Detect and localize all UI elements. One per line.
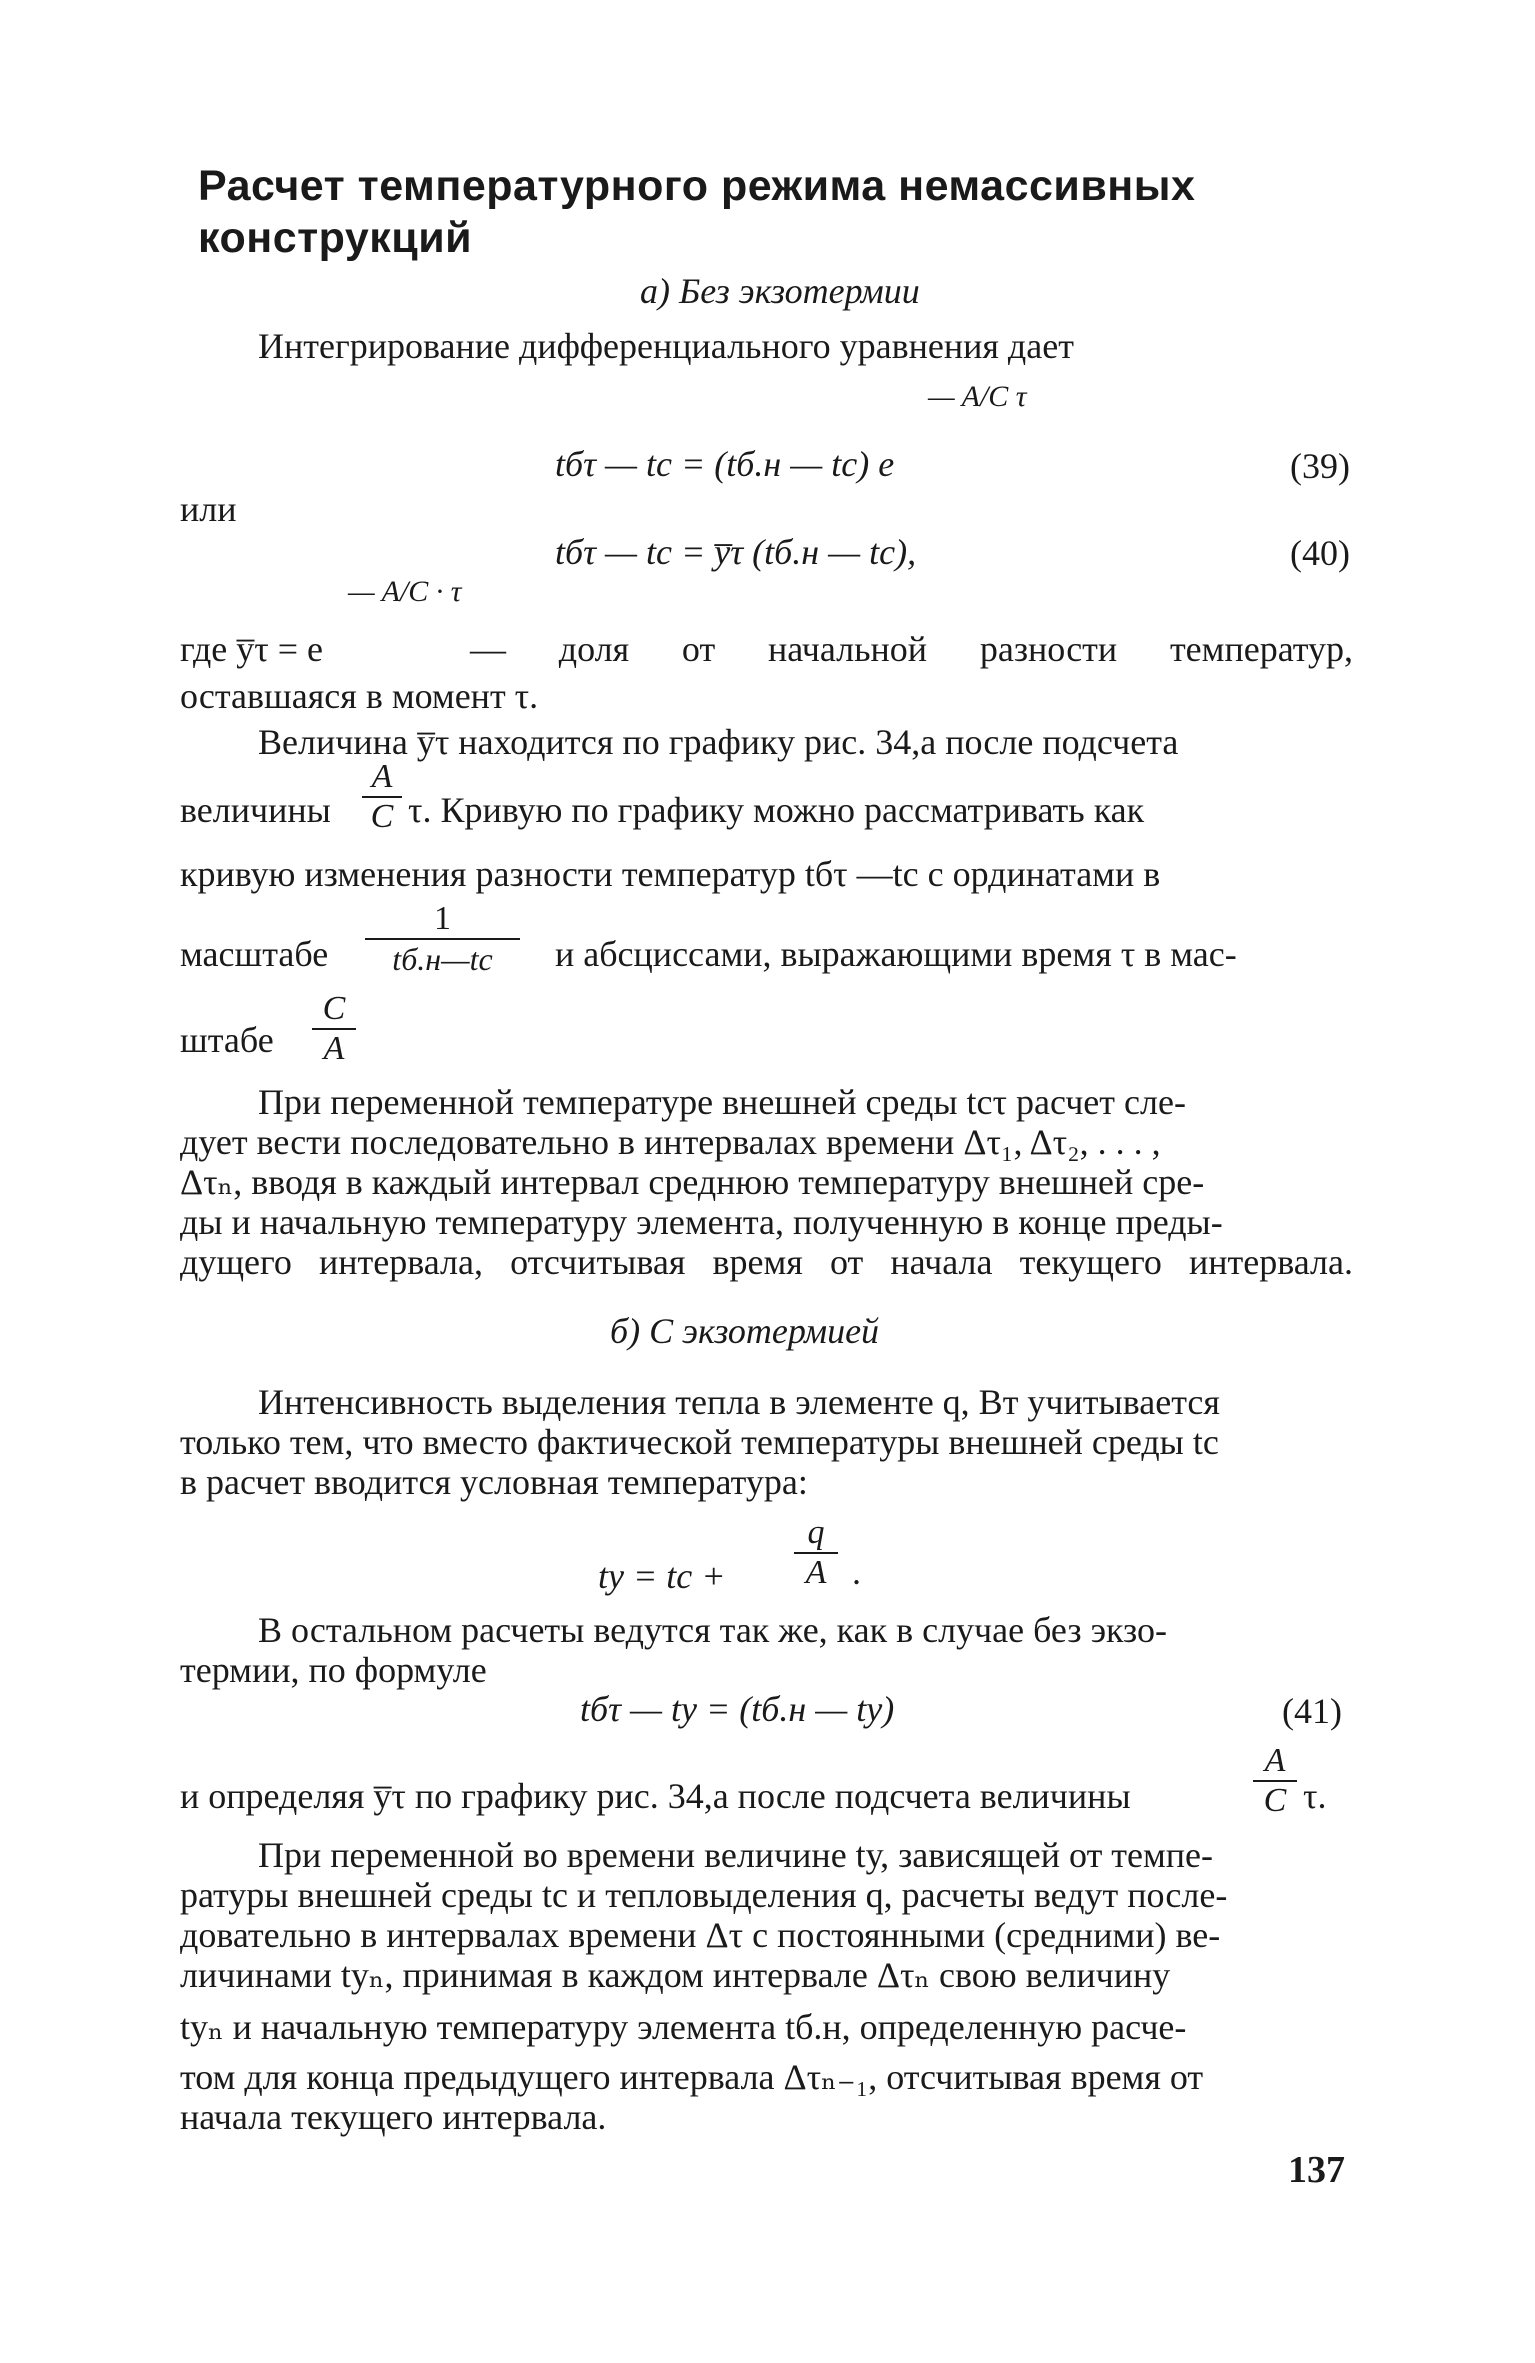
para2-line1: При переменной температуре внешней среды tсτ расчет сле- [258, 1082, 1186, 1122]
para-b4-line4: личинами tуₙ, принимая в каждом интервале Δτₙ свою величину [180, 1955, 1171, 1995]
para-b3-fraction [1253, 1742, 1297, 1820]
fraction-a-over-c [362, 758, 402, 836]
para-b3-num: A [1264, 1742, 1286, 1779]
para2-line2: дует вести последовательно в интервалах времени Δτ₁, Δτ₂, . . . , [180, 1122, 1161, 1162]
para-b1-line1: Интенсивность выделения тепла в элементе q, Вт учитывается [258, 1382, 1220, 1422]
eq39-number: (39) [1290, 446, 1350, 486]
or-word: или [180, 489, 237, 529]
para1-line1: Величина y̅τ находится по графику рис. 34,а после подсчета [258, 722, 1179, 762]
eq40-formula: tбτ — tс = y̅τ (tб.н — tс), [555, 532, 917, 572]
where-definition-rest: — доля от начальной разности температур, [470, 629, 1353, 669]
eq41-number: (41) [1282, 1691, 1342, 1731]
para-b4-line3: довательно в интервалах времени Δτ с постоянными (средними) ве- [180, 1915, 1221, 1955]
intro-text: Интегрирование дифференциального уравнения дает [258, 326, 1074, 366]
para-b1-line2: только тем, что вместо фактической температуры внешней среды tс [180, 1422, 1219, 1462]
para1-line4b: и абсциссами, выражающими время τ в мас- [555, 934, 1237, 974]
eq-cond-fraction [794, 1514, 838, 1592]
para-b4-line2: ратуры внешней среды tс и тепловыделения q, расчеты ведут после- [180, 1875, 1228, 1915]
fraction-num: A [371, 758, 393, 795]
eq39-exponent: — A/C τ [928, 380, 1027, 413]
scale2-num: C [322, 990, 346, 1027]
eq-cond-num: q [807, 1514, 825, 1551]
para2-line5: дущего интервала, отсчитывая время от начала текущего интервала. [180, 1242, 1353, 1282]
eq-cond-tail: . [852, 1552, 861, 1592]
para1-line3: кривую изменения разности температур tбτ —tс с ординатами в [180, 854, 1161, 894]
para2 [180, 1082, 1353, 1282]
fraction-scale [365, 900, 520, 978]
para2-line4: ды и начальную температуру элемента, полученную в конце преды- [180, 1202, 1223, 1242]
eq39-formula: tбτ — tс = (tб.н — tс) e [555, 444, 895, 484]
subtitle-a: а) Без экзотермии [640, 271, 920, 311]
fraction-c-over-a [312, 990, 356, 1068]
para-b2 [180, 1610, 1353, 1690]
eq-cond-lhs: tу = tс + [598, 1556, 726, 1596]
page-number: 137 [1288, 2149, 1345, 2191]
where-definition: где y̅τ = e [180, 629, 324, 669]
eq40-number: (40) [1290, 533, 1350, 573]
section-title: Расчет температурного режима немассивных конструкций [198, 162, 1196, 262]
para-b4-line6: том для конца предыдущего интервала Δτₙ₋₁, отсчитывая время от [180, 2057, 1204, 2097]
para1-line4a: масштабе [180, 934, 329, 974]
para-b2-line1: В остальном расчеты ведутся так же, как в случае без экзо- [258, 1610, 1168, 1650]
para-b2-line2: термии, по формуле [180, 1650, 487, 1690]
para-b1-line3: в расчет вводится условная температура: [180, 1462, 808, 1502]
para-b3-den: C [1253, 1780, 1297, 1820]
para1-line2b: τ. Кривую по графику можно рассматривать как [408, 790, 1145, 830]
para-b4-line7: начала текущего интервала. [180, 2097, 607, 2137]
para-b4-line5: tуₙ и начальную температуру элемента tб.н, определенную расче- [180, 2007, 1187, 2047]
para1-line5a: штабе [180, 1020, 274, 1060]
scale2-den: A [312, 1028, 356, 1068]
scale-num: 1 [434, 900, 451, 937]
subtitle-b: б) С экзотермией [610, 1311, 880, 1351]
para-b3-tail: τ. [1303, 1776, 1327, 1816]
para-b1 [180, 1382, 1353, 1502]
where-exponent: — A/C · τ [348, 575, 462, 608]
eq41-formula: tбτ — tу = (tб.н — tу) [580, 1689, 895, 1729]
para-b3: и определяя y̅τ по графику рис. 34,а после подсчета величины [180, 1776, 1131, 1816]
where-line2: оставшаяся в момент τ. [180, 676, 539, 716]
para1-line2a: величины [180, 790, 331, 830]
eq-cond-den: A [794, 1552, 838, 1592]
fraction-den: C [362, 796, 402, 836]
para-b4-line1: При переменной во времени величине tу, зависящей от темпе- [258, 1835, 1214, 1875]
scale-den: tб.н—tс [365, 938, 520, 978]
para-b4 [180, 1835, 1353, 2137]
para2-line3: Δτₙ, вводя в каждый интервал среднюю температуру внешней сре- [180, 1162, 1205, 1202]
